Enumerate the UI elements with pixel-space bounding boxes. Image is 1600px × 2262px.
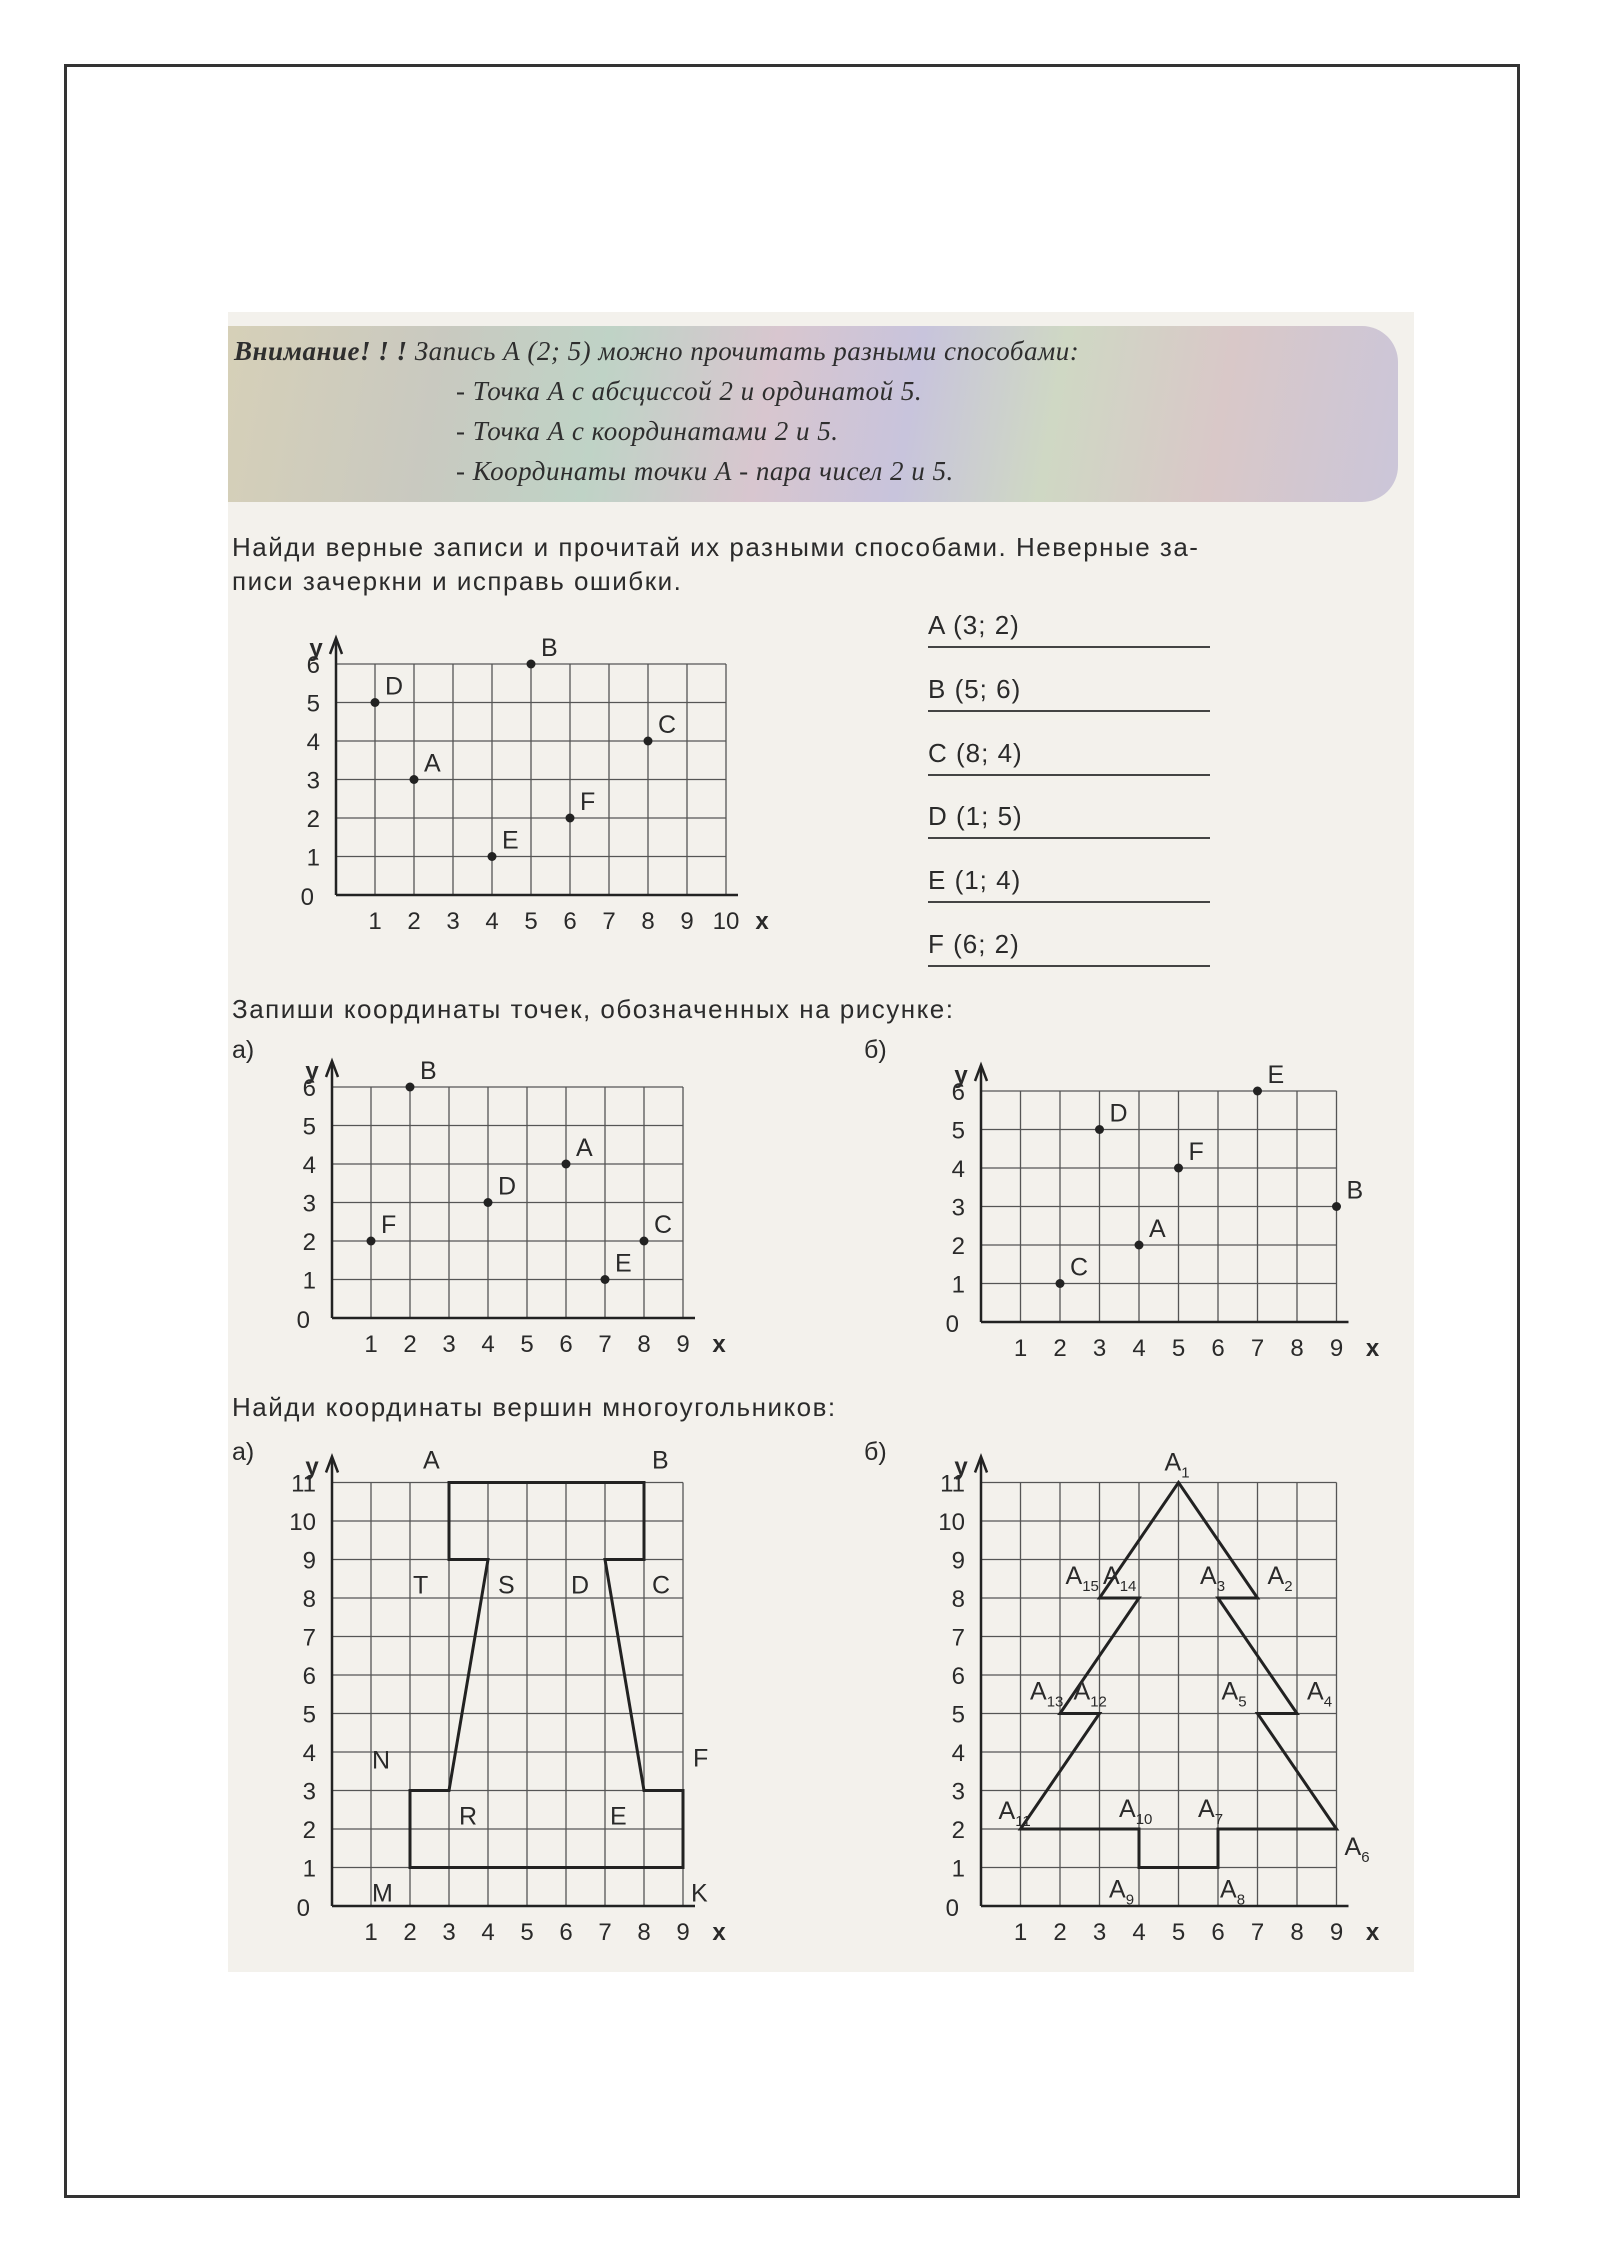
g3b-x-tick: 7 — [1250, 1919, 1265, 1946]
g1-x-label: x — [755, 908, 769, 935]
note-title: Внимание! ! ! — [234, 336, 408, 366]
g1-x-tick: 3 — [446, 908, 460, 935]
g3a-vertex-label-e: E — [610, 1802, 627, 1831]
g1-x-tick: 10 — [712, 908, 740, 935]
g2b-point-e — [1253, 1087, 1262, 1096]
g2b-x-tick: 2 — [1053, 1335, 1067, 1362]
g1-x-tick: 8 — [641, 908, 655, 935]
g2a-label-c: C — [654, 1211, 673, 1239]
g2b-x-tick: 6 — [1211, 1335, 1225, 1362]
g3a-vertex-label-s: S — [498, 1571, 515, 1600]
g2b-y-tick: 2 — [951, 1233, 965, 1260]
g3a-x-tick: 8 — [637, 1919, 651, 1946]
g3b-vertex-label-a15: $A_{15}$ — [1065, 1562, 1099, 1595]
g3a-x-tick: 7 — [598, 1919, 612, 1946]
g3a-y-tick: 9 — [302, 1547, 316, 1575]
g3b-y-tick: 11 — [940, 1470, 965, 1498]
task2-label-a: а) — [232, 1036, 255, 1064]
entry-e: E (1; 4) — [928, 865, 1210, 903]
g1-origin-label: 0 — [300, 884, 314, 911]
g1-x-tick: 6 — [563, 908, 577, 935]
note-intro: Запись А (2; 5) можно прочитать разными способами: — [414, 336, 1080, 366]
g3a-x-label: x — [712, 1919, 726, 1946]
g3a-vertex-label-t: T — [413, 1571, 429, 1600]
g3a-x-tick: 3 — [442, 1919, 456, 1946]
g3a-x-tick: 6 — [559, 1919, 573, 1946]
g3b-y-tick: 1 — [951, 1855, 965, 1883]
g1-point-c — [644, 737, 653, 746]
g2a-x-tick: 7 — [598, 1331, 612, 1358]
g3b-x-tick: 8 — [1290, 1919, 1304, 1946]
g2a-x-tick: 9 — [676, 1331, 690, 1358]
g3b-y-tick: 5 — [951, 1701, 965, 1729]
g3b-y-tick: 9 — [951, 1547, 965, 1575]
g1-label-a: A — [424, 749, 441, 778]
g1-y-tick: 3 — [306, 767, 320, 795]
g3a-vertex-label-n: N — [372, 1746, 391, 1775]
g3a-x-tick: 9 — [676, 1919, 690, 1946]
task2-heading: Запиши координаты точек, обозначенных на рисунке: — [232, 994, 955, 1024]
g3b-vertex-label-a13: $A_{13}$ — [1030, 1677, 1064, 1711]
g2a-point-f — [367, 1237, 376, 1246]
g3a-vertex-label-b: B — [652, 1446, 669, 1475]
g3b-vertex-label-a3: $A_3$ — [1200, 1562, 1226, 1595]
g2a-y-tick: 4 — [302, 1152, 316, 1179]
g3a-y-tick: 10 — [289, 1509, 316, 1536]
g3b-vertex-label-a14: $A_{14}$ — [1103, 1562, 1137, 1595]
g2b-x-label: x — [1365, 1335, 1380, 1362]
g3b-x-tick: 2 — [1053, 1919, 1067, 1946]
g2a-label-f: F — [381, 1211, 397, 1239]
g3b-x-tick: 5 — [1171, 1919, 1186, 1946]
g3b-x-tick: 1 — [1013, 1919, 1028, 1946]
g2b-point-b — [1332, 1202, 1341, 1211]
note-line-3: - Координаты точки А - пара чисел 2 и 5. — [456, 456, 954, 486]
g1-point-b — [527, 660, 536, 669]
g1-point-f — [566, 814, 575, 823]
task3-label-b: б) — [864, 1438, 887, 1466]
g2b-x-tick: 4 — [1132, 1335, 1146, 1362]
g3a-x-tick: 1 — [364, 1919, 378, 1946]
g2b-point-d — [1095, 1125, 1104, 1134]
g2a-origin-label: 0 — [296, 1307, 310, 1334]
g1-label-e: E — [502, 826, 519, 855]
g2b-y-label: y — [954, 1062, 968, 1089]
g3a-vertex-label-m: M — [372, 1879, 393, 1908]
task2-label-b: б) — [864, 1036, 887, 1064]
g3b-y-label: y — [954, 1453, 968, 1481]
g3a-origin-label: 0 — [296, 1895, 310, 1922]
g2a-point-b — [406, 1083, 415, 1092]
g1-y-tick: 5 — [306, 690, 320, 718]
g1-y-tick: 4 — [306, 729, 320, 756]
g2a-label-d: D — [498, 1172, 517, 1201]
g2a-label-b: B — [420, 1057, 437, 1085]
g1-x-tick: 2 — [407, 908, 421, 935]
g3b-vertex-label-a8: $A_8$ — [1220, 1875, 1246, 1909]
g3b-y-tick: 3 — [951, 1778, 965, 1806]
note-first-line — [234, 336, 1079, 367]
g2b-point-f — [1174, 1164, 1183, 1173]
g3b-vertex-label-a9: $A_9$ — [1109, 1875, 1135, 1909]
g2a-y-tick: 5 — [302, 1113, 316, 1141]
g3a-y-tick: 3 — [302, 1778, 316, 1806]
g2a-y-tick: 2 — [302, 1229, 316, 1256]
g3b-vertex-label-a6: $A_6$ — [1344, 1833, 1370, 1866]
g1-label-c: C — [658, 711, 677, 739]
g2b-y-tick: 5 — [951, 1117, 965, 1145]
g2b-x-tick: 3 — [1092, 1335, 1107, 1362]
g2b-label-c: C — [1070, 1253, 1089, 1282]
task3-heading: Найди координаты вершин многоугольников: — [232, 1392, 837, 1422]
g3b-x-tick: 3 — [1092, 1919, 1107, 1946]
g3a-y-tick: 6 — [302, 1663, 316, 1690]
g1-label-f: F — [580, 788, 596, 816]
g3b-y-tick: 4 — [951, 1740, 965, 1767]
g2a-point-a — [562, 1160, 571, 1169]
g3b-origin-label: 0 — [945, 1895, 959, 1922]
g1-x-tick: 7 — [602, 908, 616, 935]
g3b-vertex-label-a5: $A_5$ — [1221, 1677, 1247, 1711]
g3b-y-tick: 8 — [951, 1586, 965, 1613]
g3b-vertex-label-a11: $A_{11}$ — [998, 1797, 1031, 1830]
g2a-point-d — [484, 1198, 493, 1207]
g3a-vertex-label-k: K — [691, 1879, 708, 1908]
g2a-x-tick: 3 — [442, 1331, 456, 1358]
g2b-point-c — [1056, 1279, 1065, 1288]
note-line-1: - Точка А с абсциссой 2 и ординатой 5. — [456, 376, 923, 406]
g3a-y-tick: 11 — [291, 1470, 316, 1498]
g1-x-tick: 4 — [485, 908, 499, 935]
g2b-label-b: B — [1346, 1176, 1364, 1205]
g2a-y-tick: 3 — [302, 1190, 316, 1218]
entry-b: B (5; 6) — [928, 674, 1210, 712]
g3a-x-tick: 2 — [403, 1919, 417, 1946]
g1-x-tick: 1 — [368, 908, 382, 935]
g2b-y-tick: 3 — [951, 1194, 965, 1222]
g1-label-d: D — [385, 672, 404, 701]
g3a-y-tick: 4 — [302, 1740, 316, 1767]
g2a-point-e — [601, 1275, 610, 1284]
g2b-y-tick: 6 — [951, 1079, 965, 1106]
g3b-x-label: x — [1365, 1919, 1380, 1946]
g2a-x-tick: 4 — [481, 1331, 495, 1358]
g2a-x-tick: 8 — [637, 1331, 651, 1358]
g3b-y-tick: 2 — [951, 1817, 965, 1844]
entry-c: C (8; 4) — [928, 738, 1210, 776]
g2b-point-a — [1135, 1241, 1144, 1250]
g2b-origin-label: 0 — [945, 1311, 959, 1338]
g2a-x-tick: 6 — [559, 1331, 573, 1358]
g1-point-d — [371, 698, 380, 707]
g3a-y-label: y — [305, 1453, 319, 1481]
g2a-y-tick: 1 — [302, 1267, 316, 1295]
entry-f: F (6; 2) — [928, 929, 1210, 967]
g2b-label-d: D — [1109, 1099, 1128, 1128]
g3b-y-tick: 7 — [951, 1624, 965, 1652]
task1-text-line2: писи зачеркни и исправь ошибки. — [232, 566, 683, 596]
g2b-y-tick: 1 — [951, 1271, 965, 1299]
g2a-x-label: x — [712, 1331, 726, 1358]
g1-point-e — [488, 852, 497, 861]
entry-a: A (3; 2) — [928, 610, 1210, 648]
g3b-y-tick: 10 — [938, 1509, 965, 1536]
g3b-x-tick: 6 — [1211, 1919, 1225, 1946]
task1-text-line1: Найди верные записи и прочитай их разными способами. Неверные за- — [232, 532, 1200, 562]
g3b-vertex-label-a4: $A_4$ — [1307, 1677, 1333, 1711]
g2b-label-f: F — [1188, 1138, 1204, 1166]
g2b-y-tick: 4 — [951, 1156, 965, 1183]
g3a-y-tick: 7 — [302, 1624, 316, 1652]
g3a-y-tick: 2 — [302, 1817, 316, 1844]
g2a-x-tick: 2 — [403, 1331, 417, 1358]
entry-d: D (1; 5) — [928, 801, 1210, 839]
g3b-vertex-label-a12: $A_{12}$ — [1073, 1677, 1107, 1711]
g1-x-tick: 5 — [524, 908, 538, 935]
g3b-vertex-label-a7: $A_7$ — [1198, 1795, 1224, 1828]
g3a-y-tick: 8 — [302, 1586, 316, 1613]
g2b-label-e: E — [1267, 1061, 1285, 1089]
g3a-vertex-label-d: D — [571, 1571, 590, 1600]
g2a-point-c — [640, 1237, 649, 1246]
g2b-x-tick: 1 — [1013, 1335, 1028, 1362]
g3a-vertex-label-a: A — [423, 1446, 440, 1475]
g3b-x-tick: 9 — [1329, 1919, 1344, 1946]
g2b-label-a: A — [1149, 1215, 1166, 1243]
g2a-label-e: E — [615, 1249, 632, 1278]
g1-y-tick: 2 — [306, 806, 320, 833]
g3b-y-tick: 6 — [951, 1663, 965, 1690]
g2a-y-label: y — [305, 1058, 319, 1085]
g3b-vertex-label-a2: $A_2$ — [1267, 1562, 1293, 1595]
g1-point-a — [410, 775, 419, 784]
g2b-x-tick: 5 — [1171, 1335, 1186, 1362]
g3a-vertex-label-r: R — [459, 1802, 478, 1831]
g3a-y-tick: 5 — [302, 1701, 316, 1729]
g2a-label-a: A — [576, 1134, 593, 1162]
g3a-x-tick: 5 — [520, 1919, 534, 1946]
note-line-2: - Точка А с координатами 2 и 5. — [456, 416, 839, 446]
g3b-vertex-label-a10: $A_{10}$ — [1119, 1795, 1153, 1828]
attention-note — [228, 326, 1398, 502]
g2a-y-tick: 6 — [302, 1075, 316, 1102]
g2b-x-tick: 7 — [1250, 1335, 1265, 1362]
g1-x-tick: 9 — [680, 908, 694, 935]
g1-y-tick: 1 — [306, 844, 320, 872]
g2b-x-tick: 8 — [1290, 1335, 1304, 1362]
task3-label-a: а) — [232, 1438, 255, 1466]
g2a-x-tick: 5 — [520, 1331, 534, 1358]
g1-label-b: B — [541, 634, 558, 662]
g3a-x-tick: 4 — [481, 1919, 495, 1946]
g2b-x-tick: 9 — [1329, 1335, 1344, 1362]
g3a-y-tick: 1 — [302, 1855, 316, 1883]
g3b-x-tick: 4 — [1132, 1919, 1146, 1946]
g2a-x-tick: 1 — [364, 1331, 378, 1358]
g1-y-tick: 6 — [306, 652, 320, 679]
g1-y-label: y — [309, 635, 323, 662]
g3a-vertex-label-f: F — [693, 1744, 709, 1773]
g3a-vertex-label-c: C — [652, 1571, 671, 1600]
g3b-vertex-label-a1: $A_1$ — [1164, 1448, 1190, 1482]
